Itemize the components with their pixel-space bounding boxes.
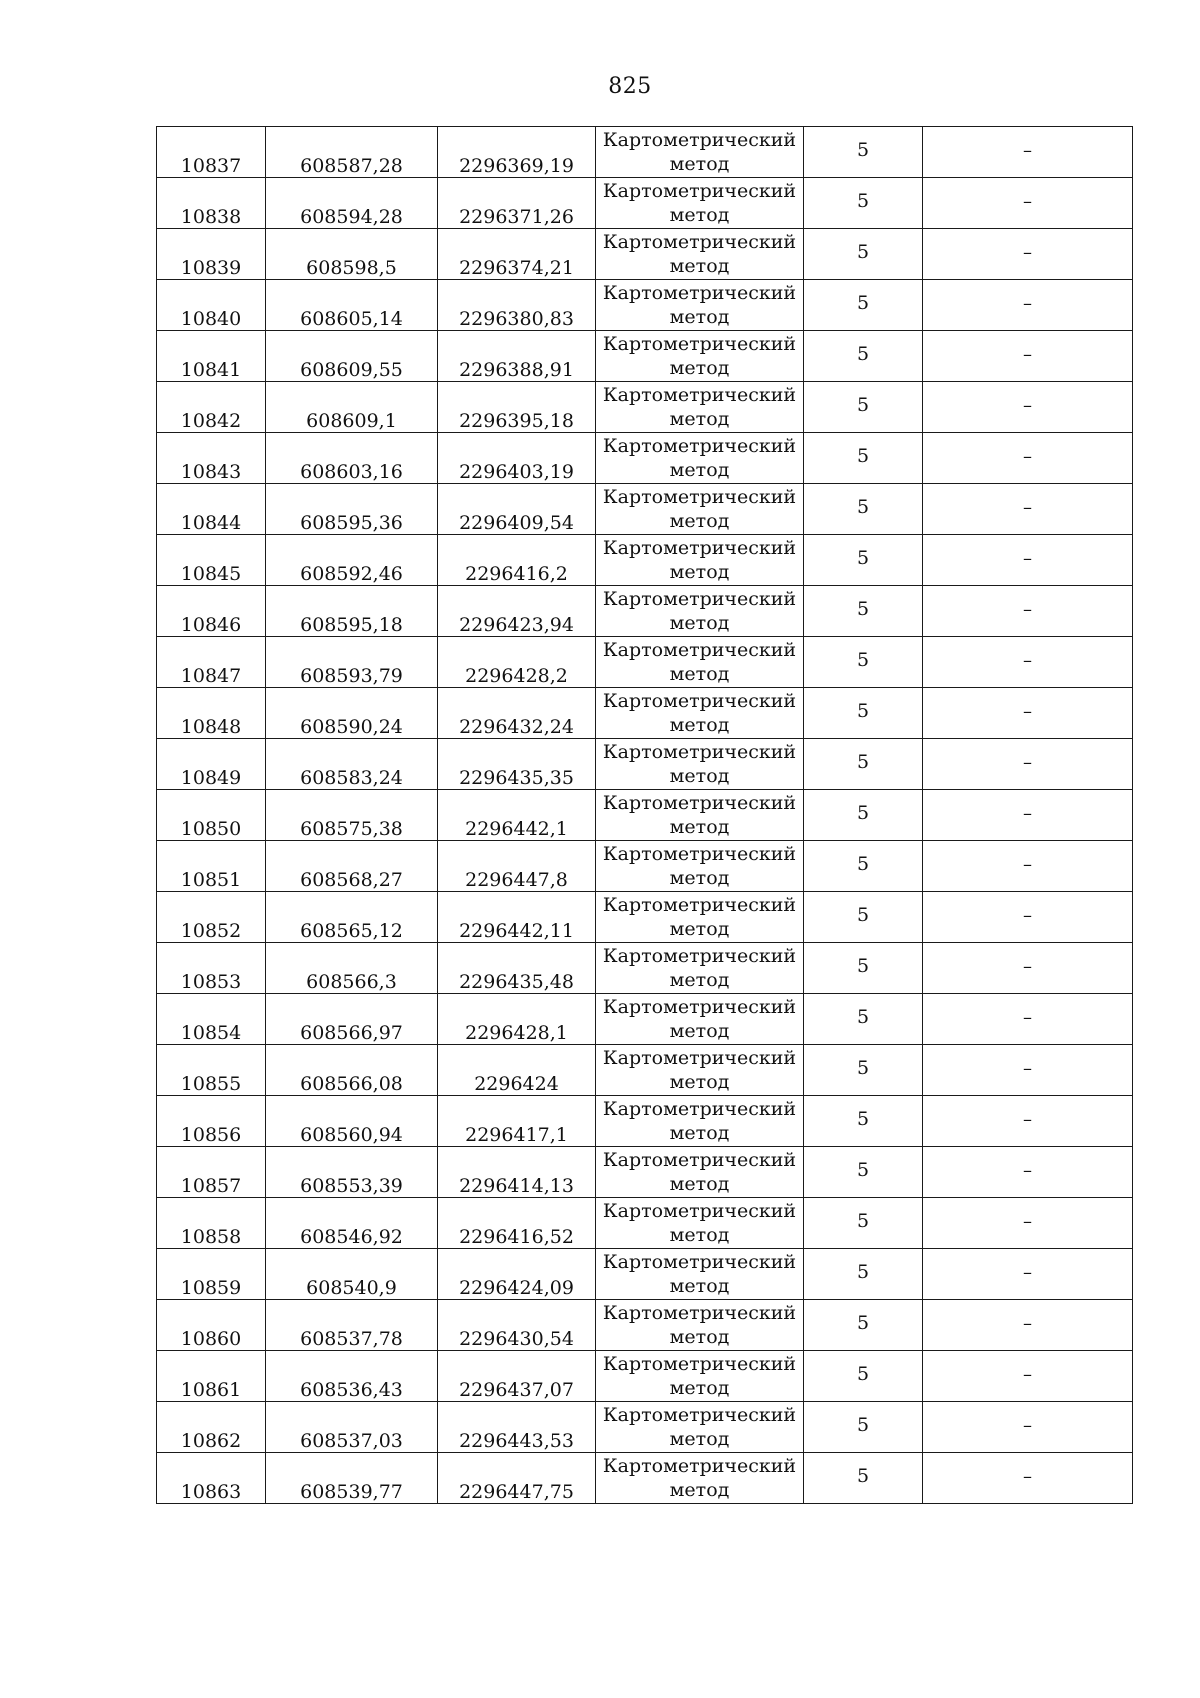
y-coordinate-cell: 2296388,91 (438, 331, 596, 382)
note-cell: – (923, 739, 1133, 790)
method-cell (596, 943, 804, 994)
method-cell (596, 790, 804, 841)
method-line-2: метод (669, 561, 730, 583)
note-cell: – (923, 535, 1133, 586)
table-row (157, 688, 1133, 739)
method-cell (596, 1096, 804, 1147)
method-line-2: метод (669, 714, 730, 736)
y-coordinate-cell: 2296414,13 (438, 1147, 596, 1198)
y-coordinate-cell: 2296447,8 (438, 841, 596, 892)
table-row (157, 1249, 1133, 1300)
method-line-1: Картометрический (602, 741, 797, 763)
y-coordinate-cell: 2296435,48 (438, 943, 596, 994)
x-coordinate-cell: 608605,14 (266, 280, 438, 331)
accuracy-cell: 5 (804, 1300, 923, 1351)
y-coordinate-cell: 2296417,1 (438, 1096, 596, 1147)
point-number-cell: 10845 (157, 535, 266, 586)
point-number-cell: 10853 (157, 943, 266, 994)
table-row (157, 1453, 1133, 1504)
point-number-cell: 10859 (157, 1249, 266, 1300)
x-coordinate-cell: 608595,18 (266, 586, 438, 637)
method-line-2: метод (669, 1071, 730, 1093)
x-coordinate-cell: 608592,46 (266, 535, 438, 586)
accuracy-cell: 5 (804, 586, 923, 637)
note-cell: – (923, 1351, 1133, 1402)
table-row (157, 535, 1133, 586)
note-cell: – (923, 1402, 1133, 1453)
accuracy-cell: 5 (804, 1249, 923, 1300)
point-number-cell: 10857 (157, 1147, 266, 1198)
table-row (157, 1096, 1133, 1147)
note-cell: – (923, 382, 1133, 433)
method-cell (596, 994, 804, 1045)
point-number-cell: 10838 (157, 178, 266, 229)
accuracy-cell: 5 (804, 841, 923, 892)
accuracy-cell: 5 (804, 178, 923, 229)
accuracy-cell: 5 (804, 535, 923, 586)
accuracy-cell: 5 (804, 433, 923, 484)
accuracy-cell: 5 (804, 280, 923, 331)
y-coordinate-cell: 2296374,21 (438, 229, 596, 280)
x-coordinate-cell: 608587,28 (266, 127, 438, 178)
method-line-2: метод (669, 306, 730, 328)
accuracy-cell: 5 (804, 331, 923, 382)
method-line-2: метод (669, 612, 730, 634)
accuracy-cell: 5 (804, 127, 923, 178)
method-line-1: Картометрический (602, 945, 797, 967)
point-number-cell: 10840 (157, 280, 266, 331)
method-cell (596, 433, 804, 484)
method-line-1: Картометрический (602, 231, 797, 253)
x-coordinate-cell: 608537,78 (266, 1300, 438, 1351)
x-coordinate-cell: 608566,97 (266, 994, 438, 1045)
method-line-2: метод (669, 1377, 730, 1399)
table-row (157, 790, 1133, 841)
x-coordinate-cell: 608546,92 (266, 1198, 438, 1249)
method-cell (596, 229, 804, 280)
table-row (157, 127, 1133, 178)
accuracy-cell: 5 (804, 688, 923, 739)
accuracy-cell: 5 (804, 1198, 923, 1249)
y-coordinate-cell: 2296432,24 (438, 688, 596, 739)
method-line-2: метод (669, 1326, 730, 1348)
accuracy-cell: 5 (804, 229, 923, 280)
method-cell (596, 586, 804, 637)
note-cell: – (923, 433, 1133, 484)
method-line-2: метод (669, 204, 730, 226)
table-body (157, 127, 1133, 1504)
point-number-cell: 10855 (157, 1045, 266, 1096)
x-coordinate-cell: 608553,39 (266, 1147, 438, 1198)
point-number-cell: 10856 (157, 1096, 266, 1147)
method-line-1: Картометрический (602, 537, 797, 559)
y-coordinate-cell: 2296447,75 (438, 1453, 596, 1504)
x-coordinate-cell: 608537,03 (266, 1402, 438, 1453)
accuracy-cell: 5 (804, 1453, 923, 1504)
point-number-cell: 10837 (157, 127, 266, 178)
accuracy-cell: 5 (804, 1351, 923, 1402)
table-row (157, 433, 1133, 484)
y-coordinate-cell: 2296423,94 (438, 586, 596, 637)
note-cell: – (923, 127, 1133, 178)
method-cell (596, 1249, 804, 1300)
table-row (157, 229, 1133, 280)
method-cell (596, 688, 804, 739)
note-cell: – (923, 943, 1133, 994)
x-coordinate-cell: 608540,9 (266, 1249, 438, 1300)
x-coordinate-cell: 608568,27 (266, 841, 438, 892)
method-cell (596, 739, 804, 790)
point-number-cell: 10861 (157, 1351, 266, 1402)
point-number-cell: 10848 (157, 688, 266, 739)
y-coordinate-cell: 2296409,54 (438, 484, 596, 535)
method-line-2: метод (669, 1275, 730, 1297)
note-cell: – (923, 1045, 1133, 1096)
note-cell: – (923, 1249, 1133, 1300)
note-cell: – (923, 688, 1133, 739)
y-coordinate-cell: 2296442,11 (438, 892, 596, 943)
method-cell (596, 127, 804, 178)
method-line-1: Картометрический (602, 333, 797, 355)
x-coordinate-cell: 608565,12 (266, 892, 438, 943)
method-line-2: метод (669, 1122, 730, 1144)
method-line-2: метод (669, 1173, 730, 1195)
note-cell: – (923, 841, 1133, 892)
method-line-1: Картометрический (602, 1098, 797, 1120)
point-number-cell: 10843 (157, 433, 266, 484)
method-cell (596, 1351, 804, 1402)
table-row (157, 586, 1133, 637)
method-line-2: метод (669, 663, 730, 685)
y-coordinate-cell: 2296371,26 (438, 178, 596, 229)
note-cell: – (923, 790, 1133, 841)
method-line-2: метод (669, 867, 730, 889)
point-number-cell: 10860 (157, 1300, 266, 1351)
method-line-1: Картометрический (602, 1455, 797, 1477)
accuracy-cell: 5 (804, 382, 923, 433)
y-coordinate-cell: 2296369,19 (438, 127, 596, 178)
method-line-2: метод (669, 765, 730, 787)
method-line-1: Картометрический (602, 1251, 797, 1273)
table-row (157, 1402, 1133, 1453)
x-coordinate-cell: 608609,1 (266, 382, 438, 433)
point-number-cell: 10852 (157, 892, 266, 943)
method-cell (596, 535, 804, 586)
table-row (157, 1351, 1133, 1402)
note-cell: – (923, 331, 1133, 382)
y-coordinate-cell: 2296442,1 (438, 790, 596, 841)
method-line-1: Картометрический (602, 1404, 797, 1426)
method-line-1: Картометрический (602, 792, 797, 814)
table-row (157, 331, 1133, 382)
method-line-2: метод (669, 816, 730, 838)
coordinates-table (156, 126, 1133, 1504)
method-cell (596, 892, 804, 943)
method-line-2: метод (669, 1224, 730, 1246)
table-row (157, 1147, 1133, 1198)
method-cell (596, 841, 804, 892)
note-cell: – (923, 178, 1133, 229)
table-row (157, 280, 1133, 331)
method-line-1: Картометрический (602, 996, 797, 1018)
accuracy-cell: 5 (804, 1096, 923, 1147)
accuracy-cell: 5 (804, 1402, 923, 1453)
y-coordinate-cell: 2296435,35 (438, 739, 596, 790)
method-line-2: метод (669, 1020, 730, 1042)
y-coordinate-cell: 2296416,52 (438, 1198, 596, 1249)
accuracy-cell: 5 (804, 943, 923, 994)
x-coordinate-cell: 608594,28 (266, 178, 438, 229)
table-row (157, 739, 1133, 790)
y-coordinate-cell: 2296403,19 (438, 433, 596, 484)
method-line-2: метод (669, 255, 730, 277)
accuracy-cell: 5 (804, 1147, 923, 1198)
point-number-cell: 10849 (157, 739, 266, 790)
method-line-1: Картометрический (602, 180, 797, 202)
note-cell: – (923, 586, 1133, 637)
method-line-2: метод (669, 969, 730, 991)
accuracy-cell: 5 (804, 484, 923, 535)
x-coordinate-cell: 608560,94 (266, 1096, 438, 1147)
note-cell: – (923, 229, 1133, 280)
point-number-cell: 10847 (157, 637, 266, 688)
method-cell (596, 1045, 804, 1096)
x-coordinate-cell: 608566,3 (266, 943, 438, 994)
method-line-1: Картометрический (602, 435, 797, 457)
note-cell: – (923, 637, 1133, 688)
y-coordinate-cell: 2296443,53 (438, 1402, 596, 1453)
x-coordinate-cell: 608583,24 (266, 739, 438, 790)
method-cell (596, 637, 804, 688)
method-line-1: Картометрический (602, 843, 797, 865)
note-cell: – (923, 484, 1133, 535)
accuracy-cell: 5 (804, 739, 923, 790)
x-coordinate-cell: 608566,08 (266, 1045, 438, 1096)
note-cell: – (923, 1147, 1133, 1198)
x-coordinate-cell: 608575,38 (266, 790, 438, 841)
note-cell: – (923, 994, 1133, 1045)
x-coordinate-cell: 608590,24 (266, 688, 438, 739)
y-coordinate-cell: 2296430,54 (438, 1300, 596, 1351)
method-line-2: метод (669, 1428, 730, 1450)
x-coordinate-cell: 608595,36 (266, 484, 438, 535)
note-cell: – (923, 1198, 1133, 1249)
y-coordinate-cell: 2296428,2 (438, 637, 596, 688)
y-coordinate-cell: 2296416,2 (438, 535, 596, 586)
method-line-2: метод (669, 459, 730, 481)
accuracy-cell: 5 (804, 892, 923, 943)
method-line-2: метод (669, 153, 730, 175)
method-cell (596, 1300, 804, 1351)
y-coordinate-cell: 2296424,09 (438, 1249, 596, 1300)
table-row (157, 943, 1133, 994)
x-coordinate-cell: 608539,77 (266, 1453, 438, 1504)
method-line-2: метод (669, 408, 730, 430)
method-line-1: Картометрический (602, 588, 797, 610)
method-line-2: метод (669, 510, 730, 532)
point-number-cell: 10863 (157, 1453, 266, 1504)
x-coordinate-cell: 608593,79 (266, 637, 438, 688)
table-row (157, 637, 1133, 688)
method-line-1: Картометрический (602, 486, 797, 508)
point-number-cell: 10839 (157, 229, 266, 280)
page-number: 825 (608, 74, 652, 99)
coordinates-table-container (156, 126, 1132, 1504)
method-line-1: Картометрический (602, 639, 797, 661)
method-line-1: Картометрический (602, 1149, 797, 1171)
method-line-1: Картометрический (602, 1353, 797, 1375)
note-cell: – (923, 1096, 1133, 1147)
method-line-1: Картометрический (602, 1302, 797, 1324)
method-line-1: Картометрический (602, 1047, 797, 1069)
point-number-cell: 10846 (157, 586, 266, 637)
method-cell (596, 1147, 804, 1198)
y-coordinate-cell: 2296437,07 (438, 1351, 596, 1402)
method-cell (596, 280, 804, 331)
y-coordinate-cell: 2296380,83 (438, 280, 596, 331)
method-cell (596, 1198, 804, 1249)
table-row (157, 1198, 1133, 1249)
y-coordinate-cell: 2296395,18 (438, 382, 596, 433)
method-cell (596, 1453, 804, 1504)
point-number-cell: 10851 (157, 841, 266, 892)
method-line-1: Картометрический (602, 282, 797, 304)
point-number-cell: 10850 (157, 790, 266, 841)
table-row (157, 1300, 1133, 1351)
method-cell (596, 178, 804, 229)
note-cell: – (923, 1300, 1133, 1351)
x-coordinate-cell: 608603,16 (266, 433, 438, 484)
method-cell (596, 1402, 804, 1453)
method-line-2: метод (669, 357, 730, 379)
note-cell: – (923, 280, 1133, 331)
accuracy-cell: 5 (804, 1045, 923, 1096)
accuracy-cell: 5 (804, 790, 923, 841)
table-row (157, 178, 1133, 229)
table-row (157, 484, 1133, 535)
note-cell: – (923, 1453, 1133, 1504)
method-cell (596, 331, 804, 382)
method-line-1: Картометрический (602, 384, 797, 406)
accuracy-cell: 5 (804, 994, 923, 1045)
method-line-1: Картометрический (602, 1200, 797, 1222)
method-cell (596, 382, 804, 433)
point-number-cell: 10841 (157, 331, 266, 382)
method-line-1: Картометрический (602, 129, 797, 151)
point-number-cell: 10844 (157, 484, 266, 535)
method-cell (596, 484, 804, 535)
table-row (157, 994, 1133, 1045)
table-row (157, 382, 1133, 433)
y-coordinate-cell: 2296428,1 (438, 994, 596, 1045)
y-coordinate-cell: 2296424 (438, 1045, 596, 1096)
table-row (157, 892, 1133, 943)
point-number-cell: 10858 (157, 1198, 266, 1249)
point-number-cell: 10842 (157, 382, 266, 433)
method-line-2: метод (669, 918, 730, 940)
note-cell: – (923, 892, 1133, 943)
point-number-cell: 10862 (157, 1402, 266, 1453)
accuracy-cell: 5 (804, 637, 923, 688)
method-line-1: Картометрический (602, 690, 797, 712)
point-number-cell: 10854 (157, 994, 266, 1045)
table-row (157, 841, 1133, 892)
x-coordinate-cell: 608609,55 (266, 331, 438, 382)
x-coordinate-cell: 608598,5 (266, 229, 438, 280)
x-coordinate-cell: 608536,43 (266, 1351, 438, 1402)
method-line-1: Картометрический (602, 894, 797, 916)
method-line-2: метод (669, 1479, 730, 1501)
table-row (157, 1045, 1133, 1096)
